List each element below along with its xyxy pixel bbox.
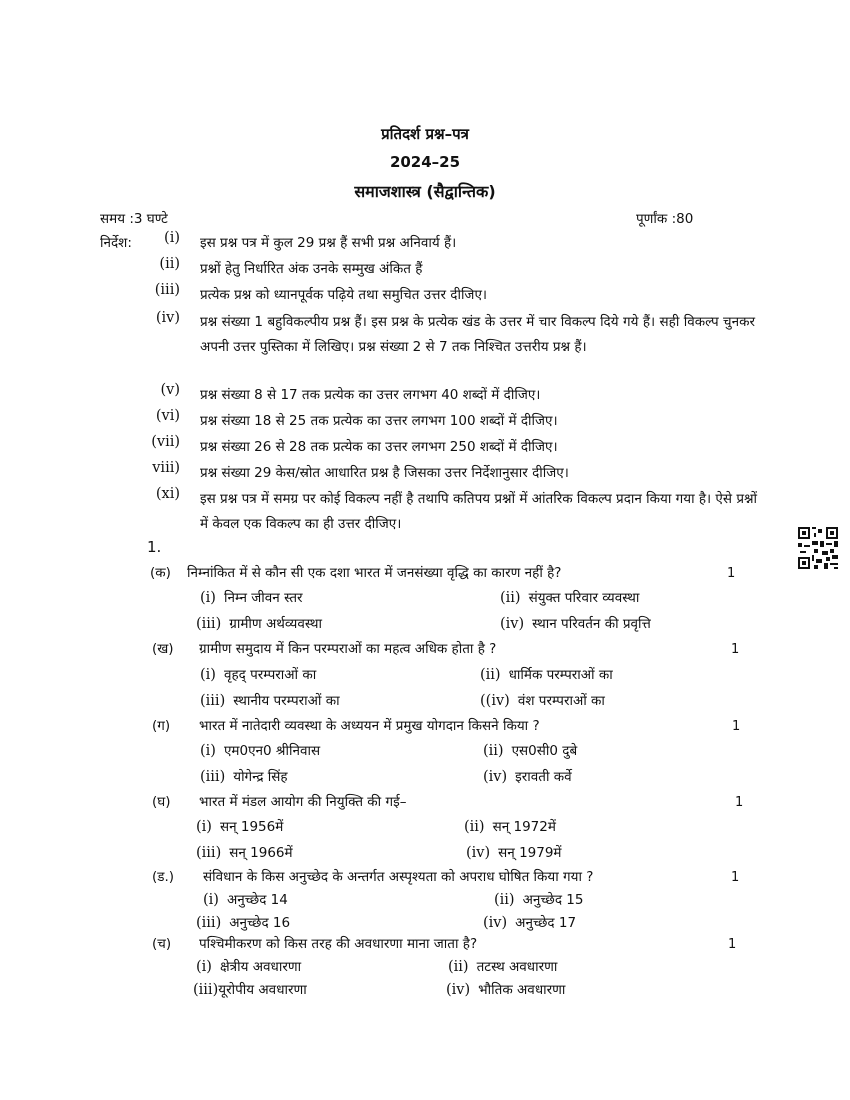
question-marks: 1	[731, 642, 740, 657]
qr-code-icon	[798, 527, 838, 569]
option-number: (iii)	[196, 845, 222, 861]
option	[196, 614, 322, 632]
option	[448, 957, 557, 975]
question-marks: 1	[735, 795, 744, 810]
instruction-number: (i)	[164, 230, 180, 246]
question-marks: 1	[728, 937, 737, 952]
paper-title: प्रतिदर्श प्रश्न–पत्र	[381, 125, 469, 143]
option-number: (iv)	[466, 845, 491, 861]
option-number: (iii)	[200, 769, 226, 785]
option-number: (i)	[196, 959, 212, 975]
option	[483, 741, 577, 759]
question-text: पश्चिमीकरण को किस तरह की अवधारणा माना जाता है?	[199, 936, 478, 952]
option	[500, 588, 639, 606]
max-marks-label: पूर्णांक :80	[636, 211, 694, 227]
question-marks: 1	[732, 719, 741, 734]
option-number: (iv)	[500, 616, 525, 632]
option	[500, 614, 651, 632]
option-number: (iv)	[483, 915, 508, 931]
question-label: (ग)	[152, 718, 171, 734]
paper-subject: समाजशास्त्र (सैद्वान्तिक)	[354, 182, 496, 201]
option-text: स्थान परिवर्तन की प्रवृत्ति	[532, 616, 651, 632]
option	[480, 665, 613, 683]
option	[196, 957, 301, 975]
time-label: समय :3 घण्टे	[100, 211, 168, 227]
option	[464, 817, 556, 835]
option-text: क्षेत्रीय अवधारणा	[219, 959, 302, 975]
option	[466, 843, 562, 861]
instruction-text: प्रश्नों हेतु निर्धारित अंक उनके सम्मुख अंकित हैं	[200, 261, 423, 277]
option-number: ((iv)	[480, 693, 510, 709]
option-text: इरावती कर्वे	[515, 769, 572, 785]
instruction-text: प्रश्न संख्या 26 से 28 तक प्रत्येक का उत्तर लगभग 250 शब्दों में दीजिए।	[200, 439, 558, 455]
option-number: (iv)	[446, 982, 471, 998]
option-text: धार्मिक परम्पराओं का	[508, 667, 613, 683]
instruction-number: (ii)	[159, 256, 180, 272]
option-text: एम0एन0 श्रीनिवास	[223, 743, 321, 759]
instruction-number: (vii)	[151, 434, 180, 450]
option	[203, 890, 288, 908]
option-text: अनुच्छेद 17	[515, 915, 577, 931]
option-text: यूरोपीय अवधारणा	[218, 982, 307, 998]
option-text: सन् 1966में	[229, 845, 293, 861]
option-text: सन् 1972में	[492, 819, 556, 835]
option	[196, 843, 293, 861]
option-number: (iii)	[193, 982, 219, 998]
instruction-number: viii)	[152, 460, 180, 476]
option-text: वंश परम्पराओं का	[517, 693, 605, 709]
option	[200, 588, 303, 606]
instruction-text: प्रत्येक प्रश्न को ध्यानपूर्वक पढ़िये तथा समुचित उत्तर दीजिए।	[200, 287, 488, 303]
option-number: (i)	[203, 892, 219, 908]
option-number: (iii)	[196, 616, 222, 632]
question-label: (घ)	[152, 794, 171, 810]
option	[446, 980, 565, 998]
option	[193, 980, 307, 998]
question-text: निम्नांकित में से कौन सी एक दशा भारत में जनसंख्या वृद्धि का कारण नहीं है?	[187, 565, 562, 581]
question-label: (ख)	[152, 641, 174, 657]
option	[200, 741, 320, 759]
question-text: भारत में नातेदारी व्यवस्था के अध्ययन में प्रमुख योगदान किसने किया ?	[199, 718, 540, 734]
option-number: (ii)	[448, 959, 469, 975]
question-label: (क)	[150, 565, 171, 581]
option-text: तटस्थ अवधारणा	[476, 959, 558, 975]
instruction-text: प्रश्न संख्या 18 से 25 तक प्रत्येक का उत्तर लगभग 100 शब्दों में दीजिए।	[200, 413, 558, 429]
option	[200, 767, 288, 785]
option-number: (ii)	[494, 892, 515, 908]
instruction-text: इस प्रश्न पत्र में कुल 29 प्रश्न हैं सभी प्रश्न अनिवार्य हैं।	[200, 235, 457, 251]
question-label: (च)	[152, 936, 172, 952]
option-text: भौतिक अवधारणा	[478, 982, 566, 998]
question-label: (ड.)	[152, 869, 175, 885]
instruction-number: (iii)	[154, 282, 180, 298]
instruction-text: इस प्रश्न पत्र में समग्र पर कोई विकल्प नहीं है तथापि कतिपय प्रश्नों में आंतरिक विकल्प प्रदान किया गया है। ऐसे प्रश्नों में केवल एक विकल्प का ही उत्तर दीजिए।	[200, 491, 758, 532]
option	[200, 665, 316, 683]
option-text: संयुक्त परिवार व्यवस्था	[528, 590, 640, 606]
question-text: ग्रामीण समुदाय में किन परम्पराओं का महत्व अधिक होता है ?	[199, 641, 497, 657]
option	[494, 890, 583, 908]
paper-year: 2024–25	[389, 153, 461, 171]
question-text: संविधान के किस अनुच्छेद के अन्तर्गत अस्पृश्यता को अपराध घोषित किया गया ?	[203, 869, 594, 885]
option	[483, 767, 572, 785]
option	[480, 691, 605, 709]
option-text: निम्न जीवन स्तर	[223, 590, 303, 606]
option-text: अनुच्छेद 15	[522, 892, 584, 908]
question-text: भारत में मंडल आयोग की नियुक्ति की गई–	[199, 794, 407, 810]
option-number: (iii)	[196, 915, 222, 931]
option-number: (ii)	[464, 819, 485, 835]
instruction-number: (v)	[160, 382, 180, 398]
option-number: (iii)	[200, 693, 226, 709]
instruction-text: प्रश्न संख्या 8 से 17 तक प्रत्येक का उत्तर लगभग 40 शब्दों में दीजिए।	[200, 387, 541, 403]
option-number: (i)	[196, 819, 212, 835]
instruction-text: प्रश्न संख्या 1 बहुविकल्पीय प्रश्न हैं। इस प्रश्न के प्रत्येक खंड के उत्तर में चार विकल्प दिये गये हैं। सही विकल्प चुनकर अपनी उत्तर पुस्तिका में लिखिए। प्रश्न संख्या 2 से 7 तक निश्चित उत्तरीय प्रश्न हैं।	[200, 314, 755, 355]
option-text: सन् 1956में	[219, 819, 284, 835]
option-number: (i)	[200, 743, 216, 759]
option-number: (i)	[200, 590, 216, 606]
option-text: ग्रामीण अर्थव्यवस्था	[229, 616, 322, 632]
option	[200, 691, 340, 709]
option	[196, 913, 290, 931]
option-text: योगेन्द्र सिंह	[233, 769, 288, 785]
option-text: वृहद् परम्पराओं का	[223, 667, 317, 683]
option-text: अनुच्छेद 16	[229, 915, 291, 931]
instruction-number: (vi)	[155, 408, 180, 424]
question-marks: 1	[727, 566, 736, 581]
option	[196, 817, 283, 835]
question-marks: 1	[731, 870, 740, 885]
instruction-number: (iv)	[155, 310, 180, 326]
option-text: सन् 1979में	[498, 845, 562, 861]
question-number: 1.	[147, 538, 162, 556]
instructions-label: निर्देश:	[100, 235, 132, 251]
option-number: (i)	[200, 667, 216, 683]
option-number: (ii)	[480, 667, 501, 683]
instruction-number: (xi)	[155, 486, 180, 502]
option	[483, 913, 576, 931]
option-number: (ii)	[483, 743, 504, 759]
option-text: अनुच्छेद 14	[226, 892, 288, 908]
option-text: एस0सी0 दुबे	[511, 743, 578, 759]
instruction-text: प्रश्न संख्या 29 केस/स्रोत आधारित प्रश्न है जिसका उत्तर निर्देशानुसार दीजिए।	[200, 465, 569, 481]
option-number: (iv)	[483, 769, 508, 785]
option-text: स्थानीय परम्पराओं का	[233, 693, 340, 709]
option-number: (ii)	[500, 590, 521, 606]
